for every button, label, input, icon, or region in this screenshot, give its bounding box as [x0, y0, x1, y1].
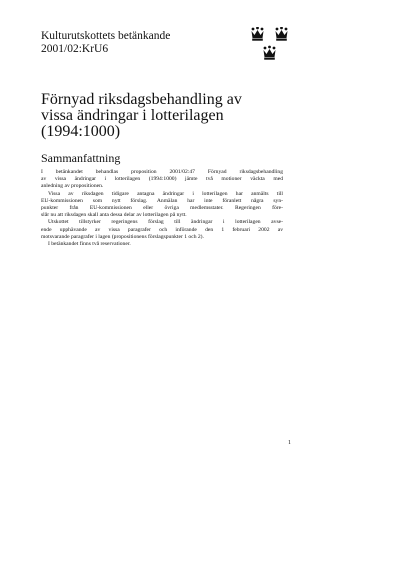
paragraph-line: slår nu att riksdagen skall anta dessa delar av lotterilagen på nytt. [41, 212, 187, 219]
paragraph [41, 241, 283, 248]
paragraph-line: av vissa ändringar i lotterilagen (1994:1000) jämte två motioner väckta med [41, 176, 283, 183]
page-number: 1 [288, 440, 291, 446]
paragraph [41, 191, 283, 220]
paragraph-line: I betänkandet behandlas proposition 2001/02:47 Förnyad riksdagsbehandling [41, 169, 283, 175]
three-crowns-icon [250, 27, 290, 63]
paragraph-line: Vissa av riksdagen tidigare antagna ändringar i lotterilagen har anmälts till [48, 190, 283, 197]
document-title [41, 92, 271, 140]
paragraph-line: Utskottet tillstyrker regeringens förslag till ändringar i lotterilagen avse- [48, 219, 283, 226]
title-line: Förnyad riksdagsbehandling av [41, 91, 242, 108]
paragraph-line: ende upphävande av vissa paragrafer och införande den 1 februari 2002 av [41, 226, 283, 233]
paragraph-line: punkter från EU-kommissionen eller övriga medlemsstater. Regeringen före- [41, 205, 283, 212]
paragraph-line: anledning av propositionen. [41, 183, 104, 190]
paragraph [41, 169, 283, 191]
document-number: 2001/02:KrU6 [41, 43, 109, 55]
paragraph-line: motsvarande paragrafer i lagen (propositionens förslagspunkter 1 och 2). [41, 233, 204, 240]
summary-body [41, 169, 283, 248]
paragraph-line: I betänkandet finns två reservationer. [48, 241, 131, 248]
paragraph [41, 219, 283, 241]
title-line: vissa ändringar i lotterilagen [41, 107, 224, 124]
title-line: (1994:1000) [41, 123, 121, 140]
paragraph-line: EU-kommissionen som nytt förslag. Anmälan har inte föranlett några syn- [41, 197, 283, 204]
section-heading: Sammanfattning [41, 151, 121, 165]
committee-name: Kulturutskottets betänkande [41, 30, 171, 42]
